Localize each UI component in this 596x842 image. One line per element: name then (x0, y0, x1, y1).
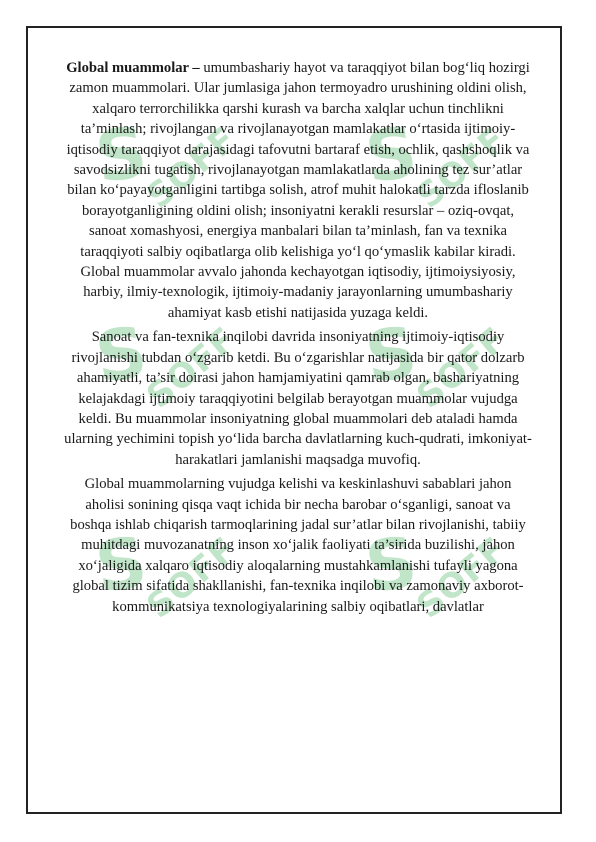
watermark: SSOFF (90, 310, 245, 417)
paragraph-3: Global muammolarning vujudga kelishi va keskinlashuvi sabablari jahon aholisi sonining qisqa vaqt ichida bir necha barobar o‘sganligi, sanoat va boshqa ishlab chiqarish tarmoqlarining jadal sur’atlar bilan rivojlanishi, tabiiy muhitdagi muvozanatning inson xo‘jalik faoliyati ta’sirida buzilishi, jahon xo‘jaligida xalqaro iqtisodiy aloqalarning mustahkamlanishi tufayli yagona global tizim sifatida shakllanishi, fan-texnika inqilobi va zamonaviy axborot-kommunikatsiya texnologiyalarining salbiy oqibatlari, davlatlar (70, 476, 526, 615)
watermark: SSOFF (360, 520, 515, 627)
watermark: SSOFF (90, 110, 245, 217)
watermark: SSOFF (90, 520, 245, 627)
watermark: SSOFF (360, 110, 515, 217)
paragraph-1-text: umumbashariy hayot va taraqqiyot bilan bog‘liq hozirgi zamon muammolari. Ular jumlasiga jahon termoyadro urushining oldini olish, xalqaro terrorchilikka qarshi kurash va barcha xalqlar uchun tinchlikni ta’minlash; rivojlangan va rivojlanayotgan mamlakatlar o‘rtasida ijtimoiy-iqtisodiy taraqqiyot darajasidagi tafovutni bartaraf etish, ochlik, qashshoqlik va savodsizlikni tugatish, rivojlanayotgan mamlakatlarda aholining tez sur’atlar bilan ko‘payayotganligini tartibga solish, atrof muhit halokatli tarzda ifloslanib borayotganligining oldini olish; insoniyatni kerakli resurslar – oziq-ovqat, sanoat xomashyosi, energiya manbalari bilan ta’minlash, fan va texnika taraqqiyoti salbiy oqibatlarga olib kelishiga yo‘l qo‘ymaslik kabilar kiradi. Global muammolar avvalo jahonda kechayotgan iqtisodiy, ijtimoiysiyosiy, harbiy, ilmiy-texnologik, ijtimoiy-madaniy jarayonlarning umumbashariy ahamiyat kasb etishi natijasida yuzaga keldi. (66, 60, 530, 321)
paragraph-1 (64, 58, 532, 323)
term-heading: Global muammolar – (66, 60, 200, 76)
paragraph-2: Sanoat va fan-texnika inqilobi davrida insoniyatning ijtimoiy-iqtisodiy rivojlanishi tubdan o‘zgarib ketdi. Bu o‘zgarishlar natijasida bir qator dolzarb ahamiyatli, ta’sir doirasi jahon hamjamiyatini qamrab olgan, bashariyatning kelajakdagi ijtimoiy taraqqiyotini belgilab berayotgan muammolar vujudga keldi. Bu muammolar insoniyatning global muammolari deb ataladi hamda ularning yechimini topish yo‘lida barcha davlatlarning kuch-qudrati, imkoniyat-harakatlari jamlanishi maqsadga muvofiq. (64, 329, 532, 468)
document-body (64, 58, 532, 627)
watermark: SSOFF (360, 310, 515, 417)
